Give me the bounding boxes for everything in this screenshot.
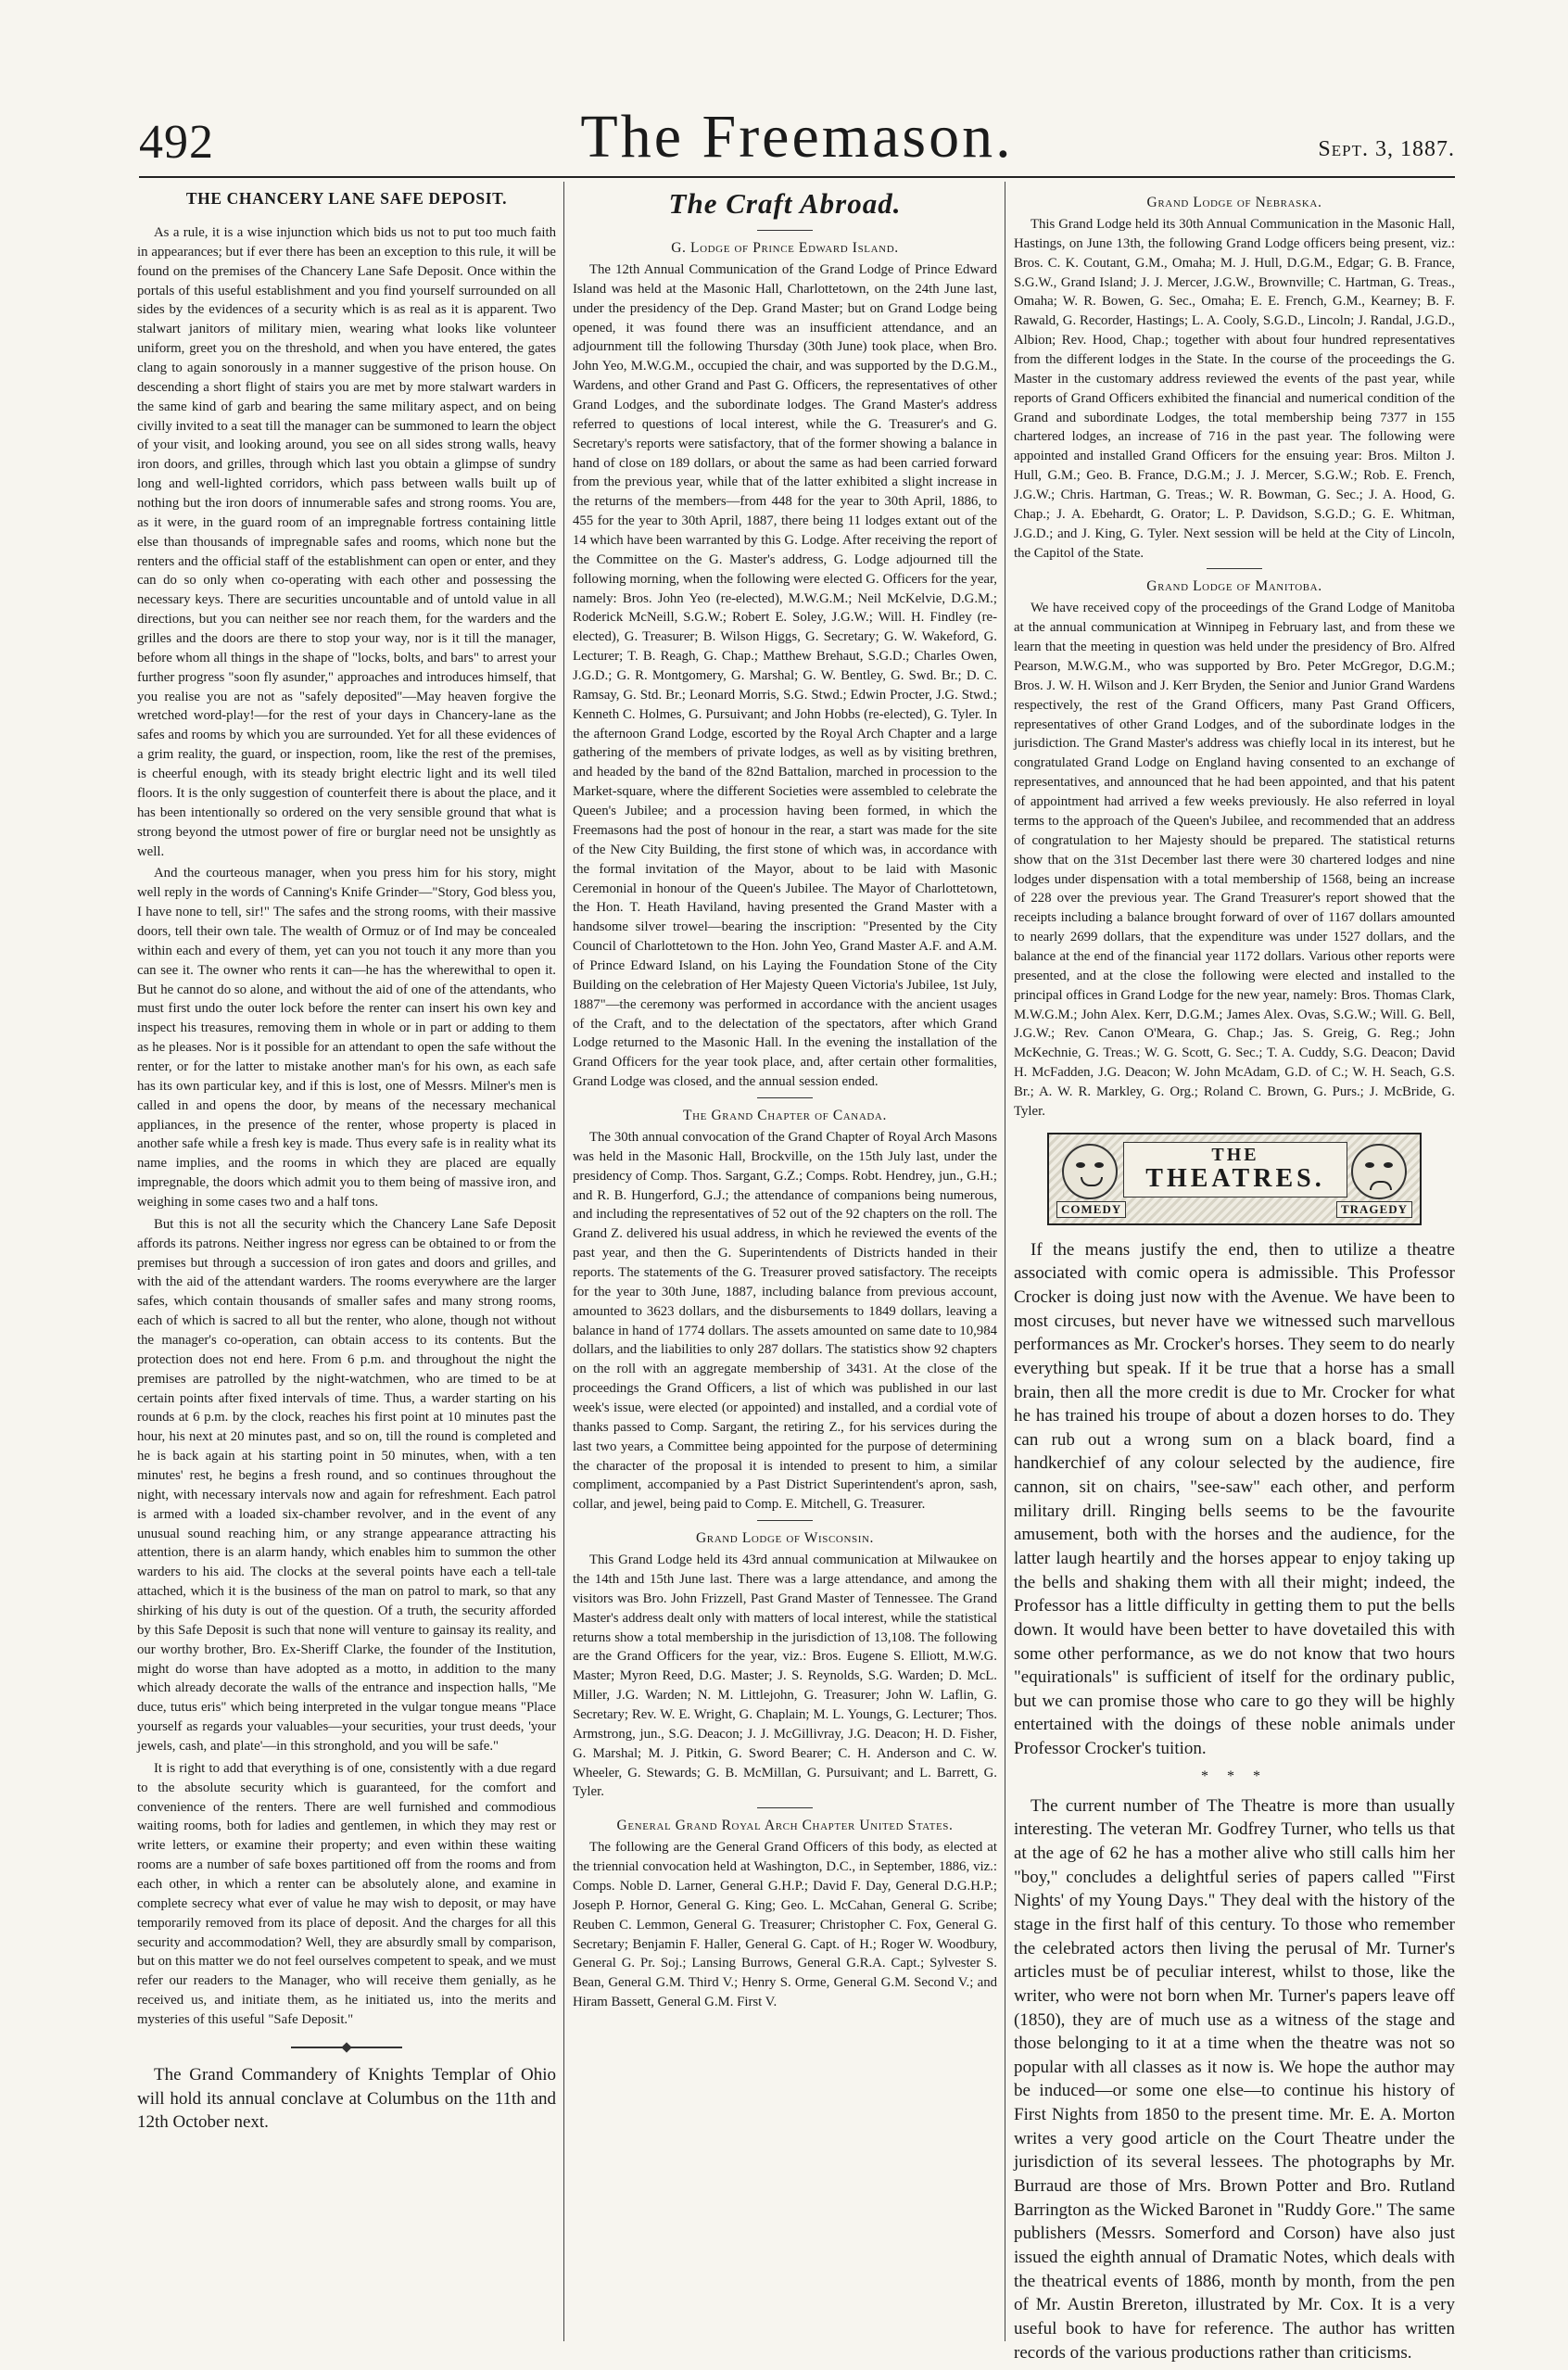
article-heading-safe-deposit: THE CHANCERY LANE SAFE DEPOSIT. [185, 189, 508, 208]
tragedy-label: TRAGEDY [1336, 1201, 1412, 1218]
page-number: 492 [139, 116, 214, 169]
column-left [137, 185, 556, 2336]
article-paragraph: The 12th Annual Communication of the Grand Lodge of Prince Edward Island was held at the Masonic Hall, Charlottetown, on the 24th June last, under the presidency of the Dep. Grand Master; but on Grand Lodge being opened, it was found there was an insufficient attendance, and an adjournment till the following Thursday (30th June) took place, when Bro. John Yeo, M.W.G.M., occupied the chair, and was supported by the D.G.M., Wardens, and other Grand and Past G. Officers, the representatives of other Grand Lodges, and the subordinate lodges. The Grand Master's address referred to questions of local interest, while the G. Treasurer's and G. Secretary's reports were satisfactory, that of the former showing a balance in hand of close on 189 dollars, or about the same as had been carried forward from the previous year, while that of the latter exhibited a slight increase in the returns of the members—from 448 for the year to 30th April, 1886, to 455 for the year to 30th April, 1887, there being 11 lodges extant out of the 14 which have been warranted by this G. Lodge. After receiving the report of the Committee on the G. Master's address, G. Lodge adjourned till the following morning, when the following were elected G. Officers for the year, namely: Bros. John Yeo (re-elected), M.W.G.M.; Neil McKelvie, D.G.M.; Roderick McNeill, S.G.W.; Robert E. Soley, J.G.W.; Will. H. Findley (re-elected), G. Treasurer; B. Wilson Higgs, G. Secretary; G. W. Wakeford, G. Lecturer; T. B. Reagh, G. Chap.; Matthew Brehaut, S.G.D.; Charles Owen, J.G.D.; G. R. Montgomery, G. Marshal; G. W. Bentley, G. Swd. Br.; D. C. Ramsay, G. Std. Br.; Leonard Morris, S.G. Stwd.; Edwin Procter, J.G. Stwd.; Kenneth C. Holmes, G. Pursuivant; and John Hobbs (re-elected), G. Tyler. In the afternoon Grand Lodge, escorted by the Royal Arch Chapter and a large gathering of the members of private lodges, as well as by visiting brethren, and headed by the band of the 82nd Battalion, marched in procession to the Market-square, where the different Societies were assembled to celebrate the Queen's Jubilee; and a procession having been formed, in which the Freemasons had the post of honour in the rear, a start was made for the site of the New City Building, the first stone of which was, in accordance with the formal invitation of the Mayor, about to be laid with Masonic Ceremonial in honour of the Queen's Jubilee. The Mayor of Charlottetown, the Hon. T. Heath Haviland, having presented the Grand Master with a handsome silver trowel—bearing the inscription: "Presented by the City Council of Charlottetown to the Hon. John Yeo, Grand Master A.F. and A.M. of Prince Edward Island, on his Laying the Foundation Stone of the City Building on the celebration of Her Majesty Queen Victoria's Jubilee, 1st July, 1887"—the ceremony was performed in accordance with the ancient usages of the Craft, and to the delectation of the spectators, after which Grand Lodge returned to the Masonic Hall. In the evening the installation of the Grand Officers for the year took place, and, after certain other formalities, Grand Lodge was closed, and the annual session ended. [573, 262, 997, 1090]
news-note-knights-templar: The Grand Commandery of Knights Templar of Ohio will hold its annual conclave at Columbus on the 11th and 12th October next. [137, 2064, 556, 2133]
article-paragraph: This Grand Lodge held its 30th Annual Communication in the Masonic Hall, Hastings, on June 13th, the following Grand Lodge officers being present, viz.: Bros. C. K. Coutant, G.M., Omaha; M. J. Hull, D.G.M., Edgar; G. B. France, S.G.W., Grand Island; J. J. Mercer, J.G.W., Brownville; C. Hartman, G. Treas., Omaha; W. R. Bowen, G. Sec., Omaha; E. E. French, G.M., Kearney; B. F. Rawald, G. Recorder, Hastings; L. A. Cooly, S.G.D., Lincoln; J. Randal, J.G.D., Albion; Rev. Hood, Chap.; together with about four hundred representatives from the different lodges in the State. In the course of the proceedings the G. Master in the customary address reviewed the events of the past year, while reports of Grand Officers exhibited the financial and numerical condition of the Grand and subordinate Lodges, the total membership being 7377 in 155 chartered lodges, an increase of 716 in the past year. The following were appointed and installed Grand Officers for the ensuing year: Bros. Milton J. Hull, G.M.; Geo. B. France, D.G.M.; J. J. Mercer, S.G.W.; Rob. E. French, J.G.W.; Chris. Hartman, G. Treas.; W. R. Bowman, G. Sec.; J. A. Hood, G. Chap.; J. A. Ebehardt, G. Orator; L. P. Davidson, S.G.D.; G. E. Whitman, J.G.D.; and J. King, G. Tyler. Next session will be held at the City of Lincoln, the Capitol of the State. [1014, 217, 1455, 561]
tragedy-mask-icon [1351, 1144, 1407, 1199]
comedy-label: COMEDY [1056, 1201, 1126, 1218]
column-divider [563, 182, 564, 2341]
masthead [139, 102, 1455, 176]
comedy-mask-icon [1062, 1144, 1118, 1199]
theatres-banner-title: THEATRES. [1145, 1163, 1325, 1193]
article-paragraph: As a rule, it is a wise injunction which bids us not to put too much faith in appearances; but if ever there has been an exception to this rule, it will be found on the premises of the Chancery Lane Safe Deposit. Once within the portals of this useful establishment and you find yourself surrounded on all sides by the evidences of a security which is as real as it is apparent. Two stalwart janitors of military mien, wearing what looks like volunteer uniform, greet you on the threshold, and when you have entered, the gates clang to again sonorously in a manner suggestive of the prison house. On descending a short flight of stairs you are met by more stalwart warders in the same kind of garb and bearing the same military aspect, and on being civilly invited to a seat till the manager can be summoned to learn the object of your visit, and looking around, you see on all sides strong walls, heavy iron doors, and grilles, through which last you obtain a glimpse of sundry long and well-lighted corridors, which pass between walls built up of nothing but the iron doors of innumerable safes and strong rooms. You are, as it were, in the guard room of an impregnable fortress containing little else than thousands of impregnable safes and rooms, which none but the renters and the official staff of the establishment can open or enter, and they can do so only when co-operating with each other and possessing the necessary keys. There are securities uncountable and of untold value in all directions, but you can neither see nor reach them, for the warders and the grilles and the doors are there to stop your way, nor is it till the manager, before whom all things in the shape of "locks, bolts, and bars" to arrest your further progress "soon fly asunder," approaches and introduces himself, that you realise you are not as "safely deposited"—May heaven forgive the wretched word-play!—for the rest of your days in Chancery-lane as the safes and rooms by which you are surrounded. Yet for all these evidences of a grim reality, the guard, or inspection, room, like the rest of the premises, is cheerful enough, with its steady bright electric light and its well tiled floors. It is the only suggestion of counterfeit there is about the place, and it has been intentionally so ordered on the very sensible ground that what is strong beyond the utmost power of fire or burglar need not be unsightly as well. [137, 225, 556, 859]
divider [757, 230, 813, 231]
article-paragraph: The following are the General Grand Officers of this body, as elected at the triennial convocation held at Washington, D.C., in September, 1886, viz.: Comps. Noble D. Larner, General G.H.P.; David F. Day, General D.G.H.P.; Joseph P. Hornor, General G. King; Geo. L. McCahan, General G. Scribe; Reuben C. Lemmon, General G. Treasurer; Christopher C. Fox, General G. Secretary; Benjamin F. Haller, General G. Capt. of H.; Roger W. Woodbury, General G. Pr. Soj.; Lansing Burrows, General G.R.A. Capt.; Sylvester S. Bean, General G.M. Third V.; Henry S. Orme, General G.M. Second V.; and Hiram Bassett, General G.M. First V. [573, 1840, 997, 2010]
theatre-paragraph: If the means justify the end, then to utilize a theatre associated with comic opera is admissible. This Professor Crocker is doing just now with the Avenue. We have been to most circuses, but never have we witnessed such marvellous performances as Mr. Crocker's horses. They seem to do nearly everything but speak. If it be true that a horse has a small brain, then all the more credit is due to Mr. Crocker for what he has trained his troupe of about a dozen horses to do. They can rub out a wrong sum on a black board, find a handkerchief of any colour selected by the audience, fire cannon, sit on chairs, "see-saw" each other, and perform military drill. Ringing bells seems to be the favourite amusement, both with the horses and the audience, for the latter laugh heartily and the horses appear to enjoy taking up the bells and shaking them with all their might; indeed, the Professor has a little difficulty in getting them to put the bells down. It would have been better to have dovetailed this with some other performance, as we do not know that two hours "equirationals" is sufficient of itself for the ordinary public, but we can promise those who care to go they will be highly entertained with the doings of these noble animals under Professor Crocker's tuition. [1014, 1239, 1455, 1759]
section-divider-ornament [291, 2047, 402, 2048]
article-paragraph: The 30th annual convocation of the Grand Chapter of Royal Arch Masons was held in the Masonic Hall, Brockville, on the 15th July last, under the presidency of Comp. Thos. Sargant, G.Z.; Comps. Robt. Hendrey, jun., G.H.; and R. B. Hungerford, G.J.; the attendance of companions being numerous, and including the representatives of 52 out of the 92 chapters on the roll. The Grand Z. delivered his usual address, in which he reviewed the events of the past year, and then the G. Superintendents of Districts handed in their reports. The statements of the G. Treasurer proved satisfactory. The receipts for the year to 30th June, 1887, including balance from previous account, amounted to 3623 dollars, and the disbursements to 1849 dollars, leaving a balance in hand of 1774 dollars. The assets amounted on same date to 10,984 dollars, and the liabilities to only 287 dollars. The statistics show 92 chapters on the roll with an aggregate membership of 3431. At the close of the proceedings the Grand Officers, a list of which was published in our last week's issue, were elected (or appointed) and installed, and a cordial vote of thanks passed to Comp. Sargant, the retiring Z., for his services during the last two years, a Committee being appointed for the purpose of determining the character of the proposal it is intended to present to him, a similar compliment, accompanied by a Past District Superintendent's apron, sash, collar, and jewel, being paid to Comp. E. Mitchell, G. Treasurer. [573, 1129, 997, 1513]
article-paragraph: This Grand Lodge held its 43rd annual communication at Milwaukee on the 14th and 15th June last. There was a large attendance, and among the visitors was Bro. John Frizzell, Past Grand Master of Tennessee. The Grand Master's address dealt only with matters of local interest, while the statistical returns show a total membership in the jurisdiction of 13,108. The following are the Grand Officers for the year, viz.: Bros. Eugene S. Elliott, M.W.G. Master; Myron Reed, D.G. Master; J. S. Reynolds, S.G. Warden; D. McL. Miller, J.G. Warden; N. M. Littlejohn, G. Treasurer; John W. Laflin, G. Secretary; Rev. W. E. Wright, G. Chaplain; M. L. Youngs, G. Lecturer; Thos. Armstrong, jun., S.G. Deacon; J. J. McGillivray, J.G. Deacon; H. D. Fisher, G. Marshal; M. J. Pitkin, G. Sword Bearer; C. H. Anderson and C. W. Wheeler, G. Stewards; G. B. McMillan, G. Pursuivant; and L. Barrett, G. Tyler. [573, 1553, 997, 1800]
divider [1207, 568, 1262, 569]
theatre-paragraph: The current number of The Theatre is more than usually interesting. The veteran Mr. Godfrey Turner, who tells us that at the age of 62 he has a mother alive who still calls him her "boy," concludes a delightful series of papers called "'First Nights' of my Young Days." They deal with the history of the stage in the first half of this century. To those who remember the celebrated actors then living the perusal of Mr. Turner's articles must be of peculiar interest, whilst to those, like the writer, who were not born when Mr. Turner's papers leave off (1850), they are of much use as a witness of the stage and those belonging to it at a time when the theatre was not so popular with all classes as it now is. We hope the author may be induced—or some one else—to continue his history of First Nights from 1850 to the present time. Mr. E. A. Morton writes a very good article on the Court Theatre under the jurisdiction of its several lessees. The photographs by Mr. Burraud are those of Mrs. Brown Potter and Bro. Rutland Barrington as the Wicked Baronet in "Ruddy Gore." The same publishers (Messrs. Somerford and Corson) have also just issued the eighth annual of Dramatic Notes, which deals with the theatrical events of 1886, month by month, from the pen of Mr. Austin Brereton, illustrated by Mr. Cox. It is a very useful book to have for reference. The author has written records of the various productions rather than criticisms. [1014, 1795, 1455, 2363]
article-paragraph: It is right to add that everything is of one, consistently with a due regard to the absolute security which is guaranteed, for the comfort and convenience of the renters. There are well furnished and commodious waiting rooms, both for ladies and gentlemen, in which they may rest or write letters, or examine their property; and even within these waiting rooms are a number of safe boxes partitioned off from the rooms and from each other, in which a renter can be absolutely alone, and examine in complete secrecy what ever of value he may wish to deposit, or may have temporarily removed from its place of deposit. And the charges for all this security and accommodation? Well, they are absurdly small by comparison, but on this matter we do not feel ourselves competent to speak, and we must refer our readers to the Manager, who will receive them genially, as he received us, and initiate them, as he initiated us, into the merits and mysteries of this useful "Safe Deposit." [137, 1760, 556, 2028]
article-paragraph: But this is not all the security which the Chancery Lane Safe Deposit affords its patrons. Neither ingress nor egress can be obtained to or from the premises but through a succession of iron gates and doors and grilles, and with the aid of the attendant warders. The rooms everywhere are the larger safes, which contain thousands of smaller safes and many strong rooms, each of which is sacred to all but the renter, who alone, though not without the manager's co-operation, can obtain access to its contents. But the protection does not end here. From 6 p.m. and throughout the night the premises are patrolled by the night-watchmen, who are timed to be at certain points after fixed intervals of time. Thus, a warder starting on his rounds at 6 p.m. by the clock, reaches his first point at 10 minutes past the hour, his next at 20 minutes past, and so on, till the round is completed and he is back again at his starting point in 50 minutes, when, with a ten minutes' rest, he begins a fresh round, and so continues throughout the night, with necessary intervals now and again for refreshment. Each patrol is armed with a loaded six-chamber revolver, and in the event of any unusual sound reaching him, or any strange appearance attracting his attention, there is an alarm handy, which enables him to summon the other warders to his aid. The clocks at the several points have each a tell-tale attached, which it is the business of the man on patrol to mark, so that any shirking of his duty is out of the question. Of a truth, the security afforded by this Safe Deposit is such that none will venture to gainsay its reality, and our worthy brother, Bro. Ex-Sheriff Clarke, the founder of the Institution, might do worse than have adopted as a motto, in addition to the many which already decorate the walls of the entrance and inspection halls, "Me duce, tutus eris" which being interpreted in the vulgar tongue means "Place yourself as regards your valuables—your securities, your trust deeds, 'your jewels, cash, and plate'—in this stronghold, and you will be safe." [137, 1216, 556, 1755]
issue-date: Sept. 3, 1887. [1318, 137, 1455, 161]
masthead-rule [139, 176, 1455, 178]
section-heading-craft-abroad: The Craft Abroad. [668, 187, 902, 220]
theatres-banner-illustration [1047, 1133, 1422, 1225]
subheading-prince-edward-island: G. Lodge of Prince Edward Island. [671, 240, 899, 256]
article-paragraph: And the courteous manager, when you press him for his story, might well reply in the words of Canning's Knife Grinder—"Story, God bless you, I have none to tell, sir!" The safes and the strong rooms, with their massive doors, tell their own tale. The wealth of Ormuz or of Ind may be concealed within each and every of them, yet can you not touch it any more than you can see it. The owner who rents it can—he has the wherewithal to open it. But he cannot do so alone, and without the aid of one of the attendants, who must first undo the outer lock before the renter can insert his own key and inspect his treasures, removing them in whole or in part or adding to them as he pleases. Nor is it possible for an attendant to open the safe without the renter, or for the latter to mistake another man's for his own, as each safe has its own particular key, and if this is lost, one of Messrs. Milner's men is called in and opens the door, by means of the necessary mechanical appliances, in the presence of the renter, whose property is placed in another safe while a fresh key is made. Thus every safe is in reality what its name implies, and the rooms in which they are placed are equally impregnable, the doors which admit you to them being of massive iron, and weighing in some cases two and a half tons. [137, 866, 556, 1210]
divider [757, 1097, 813, 1098]
divider [757, 1520, 813, 1521]
subheading-general-grand-chapter: General Grand Royal Arch Chapter United States. [616, 1818, 954, 1834]
subheading-grand-chapter-canada: The Grand Chapter of Canada. [683, 1107, 887, 1123]
column-right [1014, 185, 1455, 2363]
section-separator-stars: * * * [1201, 1768, 1268, 1784]
theatres-banner-the: THE [1211, 1144, 1259, 1165]
subheading-nebraska: Grand Lodge of Nebraska. [1146, 195, 1322, 210]
article-paragraph: We have received copy of the proceedings of the Grand Lodge of Manitoba at the annual communication at Winnipeg in February last, and from these we learn that the meeting in question was held under the presidency of Bro. Alfred Pearson, M.W.G.M., who was supported by Bro. Peter McGregor, D.G.M.; Bros. J. W. H. Wilson and J. Kerr Bryden, the Senior and Junior Grand Wardens respectively, the rest of the Grand Officers, many Past Grand Officers, representatives of other Grand Lodges, and of the subordinate lodges in the jurisdiction. The Grand Master's address was chiefly local in its interest, but he congratulated Grand Lodge on England having consented to an exchange of representatives, and announced that he had been appointed, and that his patent of appointment had arrived a few weeks previously. He also referred in loyal terms to the approach of the Queen's Jubilee, and recommended that an address of congratulation to her Majesty should be prepared. The statistical returns show that on the 31st December last there were 30 chartered lodges and nine lodges under dispensation with a total membership of 1568, being an increase of 228 over the previous year. The Grand Treasurer's report showed that the receipts including a balance brought forward of over of 1167 dollars amounted to nearly 2699 dollars, that the expenditure was under 1527 dollars, and the balance at the end of the financial year 1172 dollars. Various other reports were presented, and at the close the following were elected and installed to the principal offices in Grand Lodge for the new year, namely: Bros. Thomas Clark, M.W.G.M.; John Alex. Kerr, D.G.M.; James Alex. Ovas, S.G.W.; Will. G. Bell, J.G.W.; Rev. Canon O'Meara, G. Chap.; Jas. S. Greig, G. Reg.; John McKechnie, G. Treas.; W. G. Scott, G. Sec.; T. A. Cuddy, S.G. Deacon; David H. McFadden, J.G. Deacon; W. John McAdam, G.D. of C.; W. H. Seach, G.S. Br.; A. W. R. Markley, G. Org.; Roland C. Brown, G. Purs.; J. McBride, G. Tyler. [1014, 601, 1455, 1119]
theatres-title-plate [1123, 1142, 1347, 1198]
newspaper-title: The Freemason. [580, 103, 1014, 171]
column-middle [573, 185, 997, 2336]
divider [757, 1807, 813, 1808]
subheading-manitoba: Grand Lodge of Manitoba. [1146, 578, 1322, 595]
subheading-wisconsin: Grand Lodge of Wisconsin. [695, 1530, 875, 1547]
